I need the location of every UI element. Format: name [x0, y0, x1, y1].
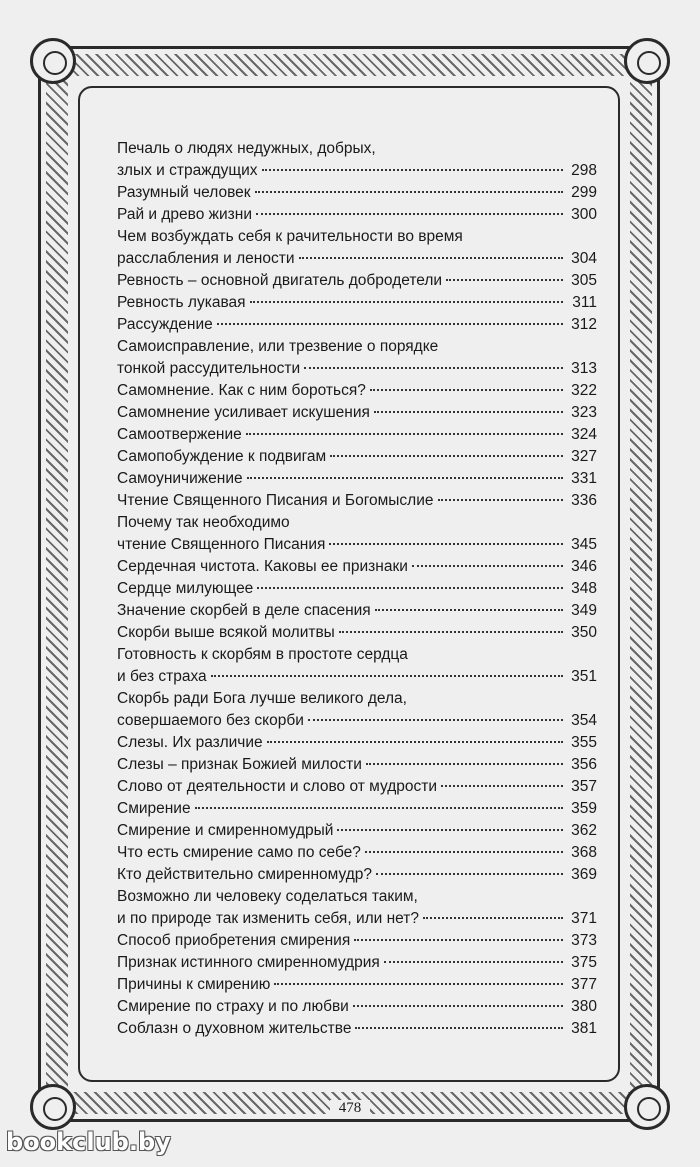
toc-entry: [117, 688, 597, 732]
toc-entry-line: [117, 666, 597, 688]
corner-ornament-icon: [624, 1084, 670, 1130]
toc-entry-page: 311: [572, 294, 597, 311]
toc-entry: [117, 578, 597, 600]
toc-entry-line: [117, 622, 597, 644]
toc-entry: [117, 820, 597, 842]
dot-leader: [441, 785, 563, 787]
toc-entry-title-line: Готовность к скорбям в простоте сердца: [117, 646, 408, 663]
dot-leader: [339, 631, 563, 633]
dot-leader: [354, 939, 563, 941]
toc-entry-line: [117, 380, 597, 402]
toc-entry-line: [117, 600, 597, 622]
toc-entry-line: [117, 468, 597, 490]
toc-entry: [117, 732, 597, 754]
toc-entry-page: 345: [571, 536, 597, 553]
toc-entry-title: Кто действительно смиренномудр?: [117, 866, 372, 883]
toc-entry-line: [117, 534, 597, 556]
dot-leader: [355, 1027, 563, 1029]
toc-entry-title: и без страха: [117, 668, 207, 685]
toc-entry-title: Причины к смирению: [117, 976, 271, 993]
toc-entry-line: [117, 754, 597, 776]
dot-leader: [247, 477, 563, 479]
toc-entry-title: расслабления и лености: [117, 250, 295, 267]
toc-entry: [117, 512, 597, 556]
toc-entry-page: 373: [571, 932, 597, 949]
toc-entry-title: Самопобуждение к подвигам: [117, 448, 327, 465]
dot-leader: [262, 169, 563, 171]
toc-entry-title: Слово от деятельности и слово от мудрости: [117, 778, 437, 795]
toc-entry-line: [117, 996, 597, 1018]
page-number: 478: [330, 1100, 370, 1117]
dot-leader: [365, 851, 563, 853]
toc-entry-title: Соблазн о духовном жительстве: [117, 1020, 352, 1037]
toc-entry: [117, 292, 597, 314]
toc-entry-page: 355: [571, 734, 597, 751]
toc-entry-title: Ревность – основной двигатель добродетели: [117, 272, 443, 289]
toc-entry-page: 356: [571, 756, 597, 773]
dot-leader: [267, 741, 563, 743]
toc-entry: [117, 490, 597, 512]
toc-entry-title: Признак истинного смиренномудрия: [117, 954, 380, 971]
toc-entry-page: 322: [571, 382, 597, 399]
toc-entry-title-line: Печаль о людях недужных, добрых,: [117, 140, 376, 157]
toc-entry-line: [117, 314, 597, 336]
dot-leader: [370, 389, 563, 391]
toc-entry-line: [117, 358, 597, 380]
toc-entry-page: 323: [571, 404, 597, 421]
toc-entry-page: 346: [571, 558, 597, 575]
toc-entry-title: Способ приобретения смирения: [117, 932, 351, 949]
dot-leader: [438, 499, 564, 501]
toc-entry: [117, 600, 597, 622]
dot-leader: [337, 829, 563, 831]
toc-entry: [117, 996, 597, 1018]
toc-entry-title: злых и страждущих: [117, 162, 258, 179]
toc-entry-line: [117, 578, 597, 600]
toc-entry-line: [117, 490, 597, 512]
toc-entry: [117, 138, 597, 182]
toc-entry-title: Рассуждение: [117, 316, 213, 333]
dot-leader: [217, 323, 563, 325]
dot-leader: [274, 983, 563, 985]
dot-leader: [308, 719, 563, 721]
dot-leader: [446, 279, 563, 281]
toc-entry-line: [117, 248, 597, 270]
toc-entry: [117, 270, 597, 292]
toc-entry-page: 369: [571, 866, 597, 883]
toc-entry-title: Разумный человек: [117, 184, 251, 201]
dot-leader: [384, 961, 563, 963]
dot-leader: [195, 807, 563, 809]
toc-entry-page: 349: [571, 602, 597, 619]
dot-leader: [330, 455, 563, 457]
toc-entry: [117, 182, 597, 204]
toc-entry-title: Смирение и смиренномудрый: [117, 822, 334, 839]
toc-entry-title-line: Возможно ли человеку соделаться таким,: [117, 888, 418, 905]
toc-entry: [117, 314, 597, 336]
toc-entry-title: Слезы. Их различие: [117, 734, 263, 751]
toc-entry: [117, 864, 597, 886]
dot-leader: [366, 763, 563, 765]
toc-entry: [117, 1018, 597, 1040]
toc-entry-page: 357: [571, 778, 597, 795]
toc-entry-line: [117, 864, 597, 886]
toc-entry-line: [117, 556, 597, 578]
toc-entry-line: [117, 270, 597, 292]
toc-entry-page: 354: [571, 712, 597, 729]
toc-entry-line: [117, 930, 597, 952]
dot-leader: [299, 257, 564, 259]
toc-entry-line: [117, 1018, 597, 1040]
toc-entry-title-line: Почему так необходимо: [117, 514, 290, 531]
corner-ornament-icon: [30, 1084, 76, 1130]
dot-leader: [256, 213, 563, 215]
toc-entry-title-line: Самоисправление, или трезвение о порядке: [117, 338, 439, 355]
toc-entry-title: Сердечная чистота. Каковы ее признаки: [117, 558, 408, 575]
dot-leader: [257, 587, 563, 589]
toc-entry-page: 300: [571, 206, 597, 223]
toc-entry: [117, 930, 597, 952]
toc-entry: [117, 380, 597, 402]
toc-entry-title: Что есть смирение само по себе?: [117, 844, 361, 861]
dot-leader: [375, 609, 563, 611]
toc-entry: [117, 226, 597, 270]
toc-entry: [117, 204, 597, 226]
dot-leader: [250, 301, 563, 303]
corner-ornament-icon: [624, 38, 670, 84]
toc-entry-line: [117, 952, 597, 974]
toc-entry-page: 299: [571, 184, 597, 201]
toc-entry-line: [117, 160, 597, 182]
toc-entry-page: 381: [571, 1020, 597, 1037]
dot-leader: [211, 675, 563, 677]
dot-leader: [304, 367, 563, 369]
toc-entry-title: Самоуничижение: [117, 470, 243, 487]
dot-leader: [423, 917, 563, 919]
toc-entry-title: Чтение Священного Писания и Богомыслие: [117, 492, 434, 509]
toc-entry-title-line: Чем возбуждать себя к рачительности во время: [117, 228, 463, 245]
dot-leader: [255, 191, 563, 193]
toc-entry: [117, 776, 597, 798]
table-of-contents: [117, 138, 597, 1040]
toc-entry-page: 305: [571, 272, 597, 289]
toc-entry-line: [117, 182, 597, 204]
toc-entry-line: [117, 732, 597, 754]
watermark: bookclub.by: [6, 1128, 171, 1156]
toc-entry: [117, 974, 597, 996]
toc-entry-title: Самомнение. Как с ним бороться?: [117, 382, 366, 399]
toc-entry-title: чтение Священного Писания: [117, 536, 326, 553]
toc-entry-page: 348: [571, 580, 597, 597]
toc-entry-page: 359: [571, 800, 597, 817]
toc-entry: [117, 644, 597, 688]
dot-leader: [412, 565, 563, 567]
toc-entry: [117, 842, 597, 864]
toc-entry-page: 324: [571, 426, 597, 443]
toc-entry-title: Слезы – признак Божией милости: [117, 756, 362, 773]
toc-entry: [117, 622, 597, 644]
toc-entry-page: 298: [571, 162, 597, 179]
toc-entry-title: Ревность лукавая: [117, 294, 246, 311]
dot-leader: [246, 433, 563, 435]
toc-entry-page: 351: [571, 668, 597, 685]
toc-entry-page: 327: [571, 448, 597, 465]
toc-entry-page: 313: [571, 360, 597, 377]
toc-entry-title: Сердце милующее: [117, 580, 254, 597]
toc-entry-page: 312: [571, 316, 597, 333]
toc-entry-line: [117, 798, 597, 820]
toc-entry-line: [117, 292, 597, 314]
toc-entry: [117, 952, 597, 974]
toc-entry-line: [117, 424, 597, 446]
toc-entry-title: Смирение по страху и по любви: [117, 998, 349, 1015]
toc-entry-page: 362: [571, 822, 597, 839]
toc-entry: [117, 424, 597, 446]
corner-ornament-icon: [30, 38, 76, 84]
toc-entry: [117, 754, 597, 776]
toc-entry-title: тонкой рассудительности: [117, 360, 301, 377]
toc-entry-line: [117, 710, 597, 732]
toc-entry-page: 350: [571, 624, 597, 641]
toc-entry-title: Значение скорбей в деле спасения: [117, 602, 371, 619]
toc-entry-page: 380: [571, 998, 597, 1015]
toc-entry-line: [117, 204, 597, 226]
toc-entry: [117, 402, 597, 424]
toc-entry-page: 375: [571, 954, 597, 971]
toc-entry-title-line: Скорбь ради Бога лучше великого дела,: [117, 690, 407, 707]
dot-leader: [353, 1005, 563, 1007]
toc-entry-line: [117, 908, 597, 930]
toc-entry-line: [117, 974, 597, 996]
toc-entry-title: Смирение: [117, 800, 191, 817]
toc-entry: [117, 468, 597, 490]
toc-entry: [117, 798, 597, 820]
toc-entry-line: [117, 776, 597, 798]
dot-leader: [329, 543, 563, 545]
toc-entry: [117, 556, 597, 578]
dot-leader: [376, 873, 563, 875]
toc-entry-page: 331: [571, 470, 597, 487]
toc-entry-line: [117, 402, 597, 424]
dot-leader: [374, 411, 563, 413]
toc-entry-page: 371: [571, 910, 597, 927]
toc-entry-title: Скорби выше всякой молитвы: [117, 624, 335, 641]
toc-entry-title: Самомнение усиливает искушения: [117, 404, 370, 421]
toc-entry-title: Рай и древо жизни: [117, 206, 252, 223]
toc-entry-line: [117, 820, 597, 842]
toc-entry-page: 304: [571, 250, 597, 267]
toc-entry-line: [117, 842, 597, 864]
toc-entry-line: [117, 446, 597, 468]
toc-entry-page: 368: [571, 844, 597, 861]
toc-entry: [117, 886, 597, 930]
toc-entry-page: 336: [571, 492, 597, 509]
toc-entry-title: Самоотвержение: [117, 426, 242, 443]
toc-entry: [117, 446, 597, 468]
toc-entry-title: совершаемого без скорби: [117, 712, 304, 729]
toc-entry-page: 377: [571, 976, 597, 993]
toc-entry: [117, 336, 597, 380]
toc-entry-title: и по природе так изменить себя, или нет?: [117, 910, 419, 927]
